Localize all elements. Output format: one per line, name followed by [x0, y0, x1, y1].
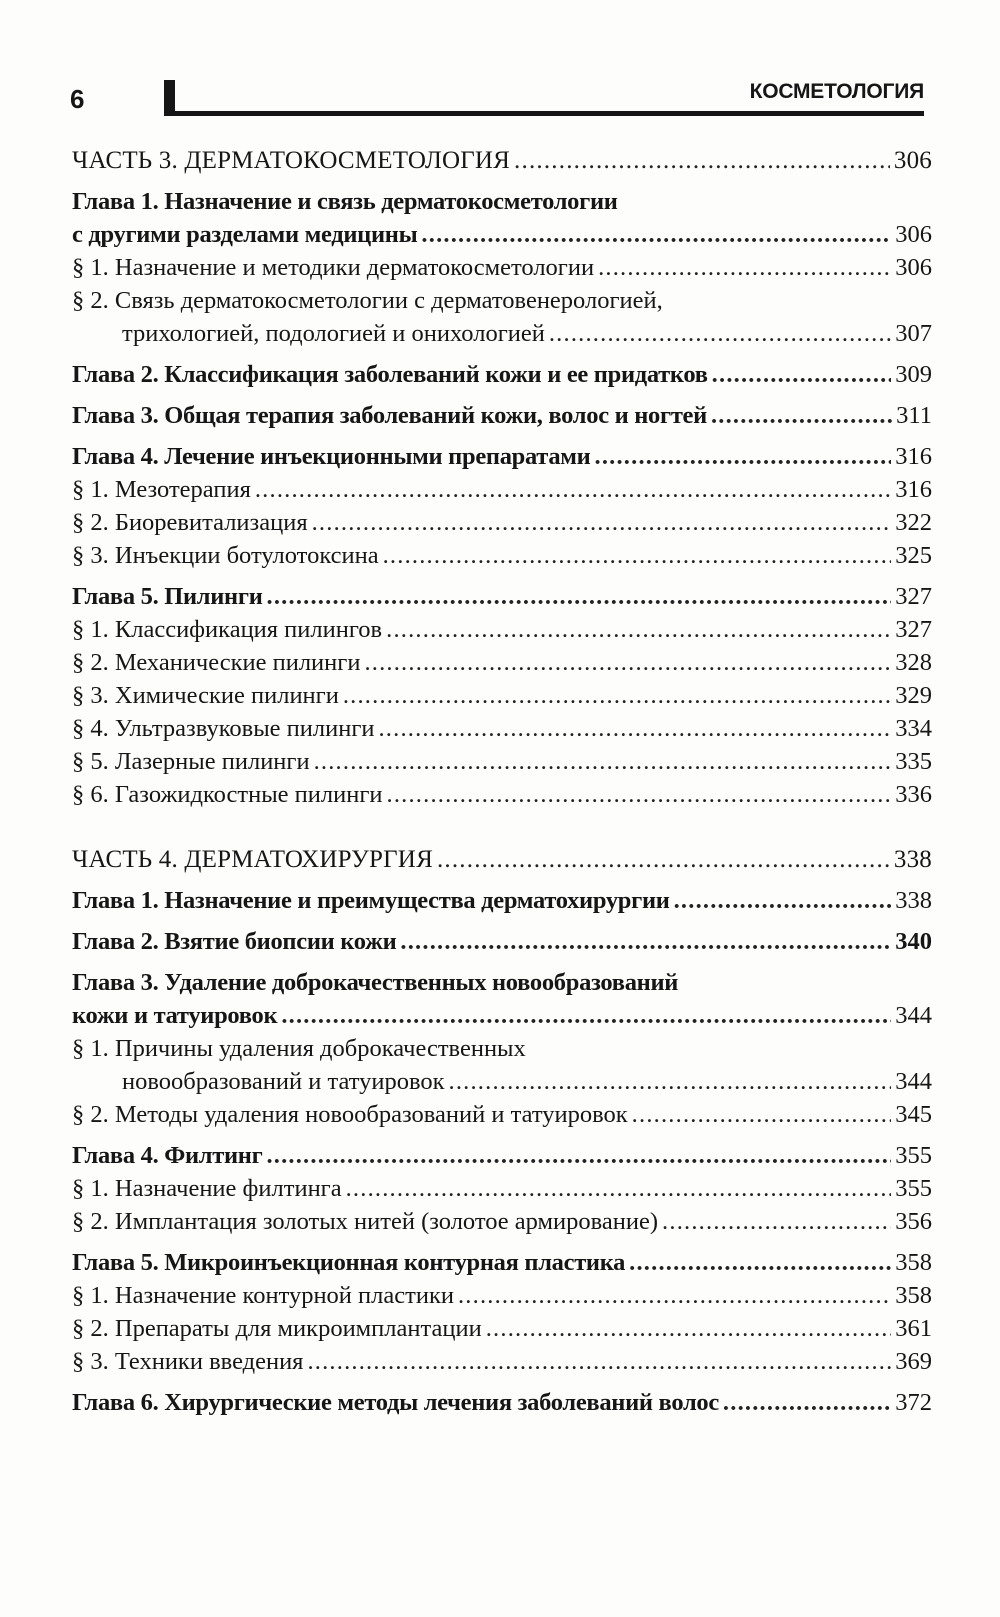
toc-section-entry: [72, 1345, 932, 1378]
toc-section-entry: [72, 712, 932, 745]
toc-chapter-entry-line2: [72, 218, 932, 251]
toc-chapter-entry: [72, 1386, 932, 1419]
toc-page-number: 311: [896, 402, 932, 429]
toc-page-number: 334: [895, 715, 932, 742]
toc-leader-dots: [346, 1172, 892, 1205]
toc-leader-dots: [386, 613, 891, 646]
toc-entry-title: новообразований и татуировок: [122, 1068, 445, 1095]
toc-part-entry: [72, 843, 932, 876]
toc-entry-title: Глава 6. Хирургические методы лечения заболеваний волос: [72, 1389, 719, 1416]
toc-leader-dots: [266, 1139, 891, 1172]
toc-leader-dots: [400, 925, 891, 958]
toc-leader-dots: [711, 399, 892, 432]
toc-leader-dots: [632, 1098, 892, 1131]
toc-leader-dots: [723, 1386, 891, 1419]
toc-page-number: 372: [895, 1389, 932, 1416]
toc-section-entry: [72, 251, 932, 284]
toc-entry-title: трихологией, подологией и онихологией: [122, 320, 545, 347]
toc-section-entry: [72, 1098, 932, 1131]
toc-entry-title: § 1. Назначение филтинга: [72, 1175, 342, 1202]
toc-page-number: 361: [895, 1315, 932, 1342]
toc-chapter-entry: [72, 884, 932, 917]
toc-section-entry: [72, 679, 932, 712]
toc-chapter-entry-line1: [72, 185, 932, 218]
toc-page-number: 344: [895, 1002, 932, 1029]
running-title: КОСМЕТОЛОГИЯ: [749, 80, 924, 103]
toc-chapter-entry: [72, 580, 932, 613]
toc-entry-title: § 6. Газожидкостные пилинги: [72, 781, 383, 808]
toc-section-entry-line2: [72, 317, 932, 350]
toc-leader-dots: [629, 1246, 891, 1279]
toc-chapter-entry: [72, 1246, 932, 1279]
toc-page-number: 344: [895, 1068, 932, 1095]
toc-leader-dots: [549, 317, 891, 350]
toc-entry-title: § 1. Классификация пилингов: [72, 616, 383, 643]
toc-leader-dots: [343, 679, 891, 712]
toc-part-entry: [72, 144, 932, 177]
toc-page-number: 327: [895, 583, 932, 610]
toc-section-entry: [72, 473, 932, 506]
toc-entry-title: § 2. Имплантация золотых нитей (золотое армирование): [72, 1208, 659, 1235]
toc-page-number: 306: [895, 221, 932, 248]
toc-entry-title: § 3. Техники введения: [72, 1348, 304, 1375]
toc-leader-dots: [421, 218, 891, 251]
toc-entry-title: § 3. Инъекции ботулотоксина: [72, 542, 379, 569]
toc-entry-title: Глава 3. Удаление доброкачественных новообразований: [72, 969, 679, 996]
header-rule-line: [164, 111, 924, 116]
toc-leader-dots: [449, 1065, 892, 1098]
toc-page-number: 316: [895, 476, 932, 503]
toc-entry-title: ЧАСТЬ 3. ДЕРМАТОКОСМЕТОЛОГИЯ: [72, 147, 511, 174]
toc-section-entry: [72, 539, 932, 572]
toc-page-number: 329: [895, 682, 932, 709]
toc-leader-dots: [674, 884, 892, 917]
toc-entry-title: Глава 2. Взятие биопсии кожи: [72, 928, 397, 955]
toc-entry-title: § 1. Причины удаления доброкачественных: [72, 1035, 526, 1062]
toc-entry-title: ЧАСТЬ 4. ДЕРМАТОХИРУРГИЯ: [72, 846, 433, 873]
toc-entry-title: § 2. Биоревитализация: [72, 509, 308, 536]
toc-page-number: 335: [895, 748, 932, 775]
toc-section-entry-line1: [72, 284, 932, 317]
toc-entry-title: § 2. Связь дерматокосметологии с дерматовенерологией,: [72, 287, 663, 314]
toc-chapter-entry: [72, 440, 932, 473]
toc-chapter-entry-line1: [72, 966, 932, 999]
toc-leader-dots: [595, 440, 892, 473]
toc-page-number: 355: [895, 1142, 932, 1169]
toc-leader-dots: [267, 580, 892, 613]
toc-page-number: 327: [895, 616, 932, 643]
toc-page-number: 338: [895, 887, 932, 914]
toc-leader-dots: [486, 1312, 892, 1345]
toc-section-entry: [72, 646, 932, 679]
toc-leader-dots: [387, 778, 892, 811]
toc-leader-dots: [281, 999, 891, 1032]
toc-page-number: 328: [895, 649, 932, 676]
toc-section-entry: [72, 1172, 932, 1205]
toc-chapter-entry: [72, 358, 932, 391]
toc-section-entry-line2: [72, 1065, 932, 1098]
toc-entry-title: Глава 5. Пилинги: [72, 583, 263, 610]
toc-page-number: 325: [895, 542, 932, 569]
toc-page-number: 345: [895, 1101, 932, 1128]
toc-section-entry: [72, 506, 932, 539]
toc-leader-dots: [437, 843, 890, 876]
toc-entry-title: § 3. Химические пилинги: [72, 682, 339, 709]
toc-entry-title: Глава 5. Микроинъекционная контурная пластика: [72, 1249, 626, 1276]
toc-leader-dots: [458, 1279, 891, 1312]
toc-page-number: 338: [893, 846, 932, 873]
toc-page-number: 355: [895, 1175, 932, 1202]
toc-section-entry-line1: [72, 1032, 932, 1065]
toc-page-number: 316: [895, 443, 932, 470]
toc-entry-title: § 4. Ультразвуковые пилинги: [72, 715, 375, 742]
toc-section-entry: [72, 778, 932, 811]
toc-page-number: 336: [895, 781, 932, 808]
toc-leader-dots: [378, 712, 891, 745]
toc-chapter-entry: [72, 1139, 932, 1172]
toc-section-entry: [72, 1279, 932, 1312]
toc-page-number: 322: [895, 509, 932, 536]
toc-leader-dots: [312, 506, 892, 539]
toc-leader-dots: [255, 473, 891, 506]
toc-leader-dots: [307, 1345, 891, 1378]
toc-entry-title: Глава 1. Назначение и преимущества дерматохирургии: [72, 887, 670, 914]
toc-page-number: 358: [895, 1249, 932, 1276]
toc-entry-title: § 2. Методы удаления новообразований и татуировок: [72, 1101, 628, 1128]
toc-page-number: 358: [895, 1282, 932, 1309]
toc-entry-title: § 1. Назначение и методики дерматокосметологии: [72, 254, 595, 281]
toc-entry-title: Глава 1. Назначение и связь дерматокосметологии: [72, 188, 618, 215]
page-header: [0, 0, 1000, 130]
toc-entry-title: Глава 4. Филтинг: [72, 1142, 263, 1169]
toc-page-number: 356: [895, 1208, 932, 1235]
toc-page-number: 369: [895, 1348, 932, 1375]
toc-leader-dots: [364, 646, 891, 679]
toc-entry-title: § 1. Назначение контурной пластики: [72, 1282, 454, 1309]
toc-leader-dots: [662, 1205, 891, 1238]
toc-section-entry: [72, 613, 932, 646]
toc-entry-title: § 1. Мезотерапия: [72, 476, 251, 503]
toc-page-number: 306: [895, 254, 932, 281]
toc-section-entry: [72, 745, 932, 778]
toc-leader-dots: [314, 745, 892, 778]
toc-page-number: 309: [895, 361, 932, 388]
toc-entry-title: Глава 3. Общая терапия заболеваний кожи, волос и ногтей: [72, 402, 707, 429]
toc-entry-title: Глава 2. Классификация заболеваний кожи и ее придатков: [72, 361, 708, 388]
toc-chapter-entry: [72, 925, 932, 958]
toc-entry-title: Глава 4. Лечение инъекционными препаратами: [72, 443, 591, 470]
toc-page-number: 340: [895, 928, 932, 955]
toc-page-number: 307: [895, 320, 932, 347]
toc-chapter-entry-line2: [72, 999, 932, 1032]
toc-section-entry: [72, 1312, 932, 1345]
page-number: 6: [70, 84, 85, 114]
toc-section-entry: [72, 1205, 932, 1238]
toc-leader-dots: [514, 144, 890, 177]
toc-leader-dots: [598, 251, 891, 284]
toc-entry-title: § 5. Лазерные пилинги: [72, 748, 310, 775]
toc-entry-title: § 2. Механические пилинги: [72, 649, 361, 676]
table-of-contents: [72, 144, 932, 1419]
toc-page-number: 306: [893, 147, 932, 174]
toc-chapter-entry: [72, 399, 932, 432]
toc-leader-dots: [712, 358, 892, 391]
toc-leader-dots: [383, 539, 892, 572]
toc-entry-title: с другими разделами медицины: [72, 221, 418, 248]
toc-entry-title: § 2. Препараты для микроимплантации: [72, 1315, 482, 1342]
toc-entry-title: кожи и татуировок: [72, 1002, 278, 1029]
